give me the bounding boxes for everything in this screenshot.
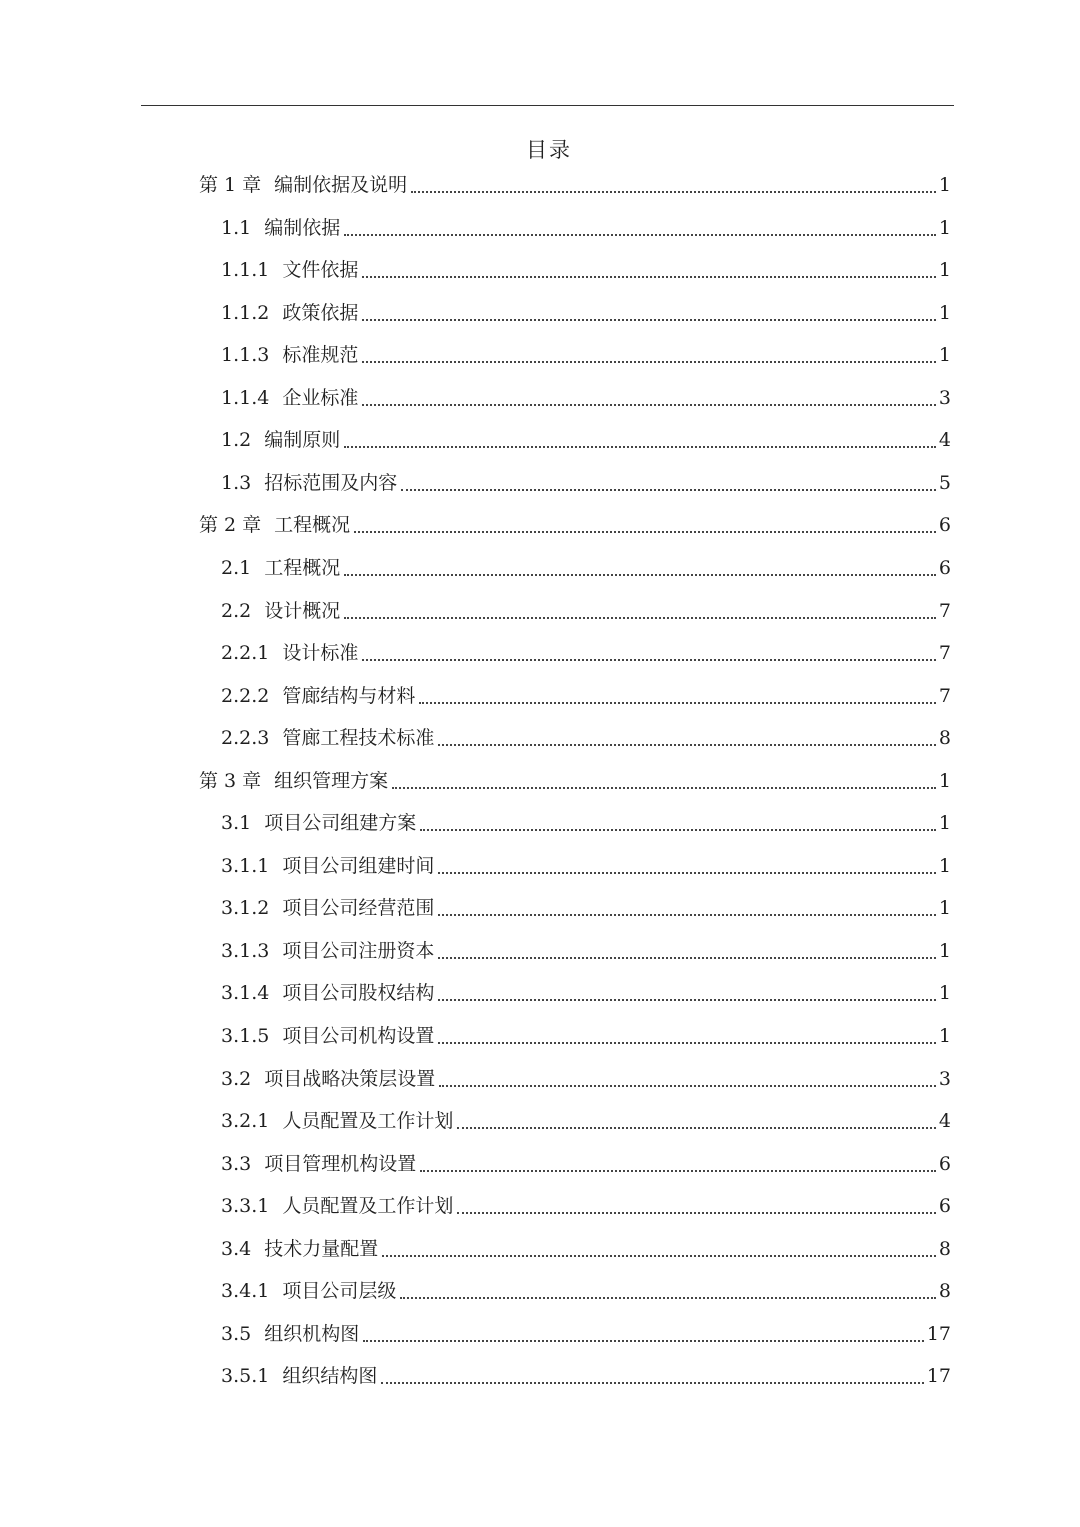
toc-entry-page-number: 3 [938, 1067, 951, 1090]
toc-entry-page-number: 7 [938, 642, 951, 665]
toc-entry[interactable] [221, 851, 951, 881]
toc-entry-number: 3.4 [221, 1237, 252, 1260]
toc-entry-page-number: 7 [938, 684, 951, 707]
toc-entry-number: 1.3 [221, 471, 252, 494]
toc-dot-leader [438, 914, 936, 916]
toc-entry-title: 编制依据及说明 [274, 174, 408, 196]
toc-entry-number: 3.1.1 [221, 854, 270, 877]
toc-dot-leader [438, 872, 936, 874]
toc-entry[interactable] [221, 1064, 951, 1094]
toc-entry[interactable] [221, 1276, 951, 1306]
toc-entry-number: 第 3 章 [199, 769, 262, 792]
toc-entry-page-number: 1 [938, 854, 951, 877]
toc-dot-leader [438, 744, 936, 746]
toc-entry[interactable] [199, 510, 951, 540]
toc-dot-leader [400, 1297, 936, 1299]
toc-entry-number: 3.1.4 [221, 982, 270, 1005]
toc-dot-leader [362, 276, 936, 278]
toc-entry-number: 2.2.1 [221, 642, 270, 665]
toc-entry-page-number: 1 [938, 769, 951, 792]
toc-entry[interactable] [221, 893, 951, 923]
toc-entry-page-number: 8 [938, 1280, 951, 1303]
toc-entry-title: 组织管理方案 [274, 769, 389, 792]
toc-entry-title: 招标范围及内容 [264, 471, 398, 494]
toc-entry-page-number: 1 [938, 259, 951, 282]
toc-entry[interactable] [199, 170, 951, 200]
toc-entry-title: 项目公司注册资本 [282, 939, 435, 962]
toc-entry-page-number: 1 [938, 939, 951, 962]
toc-entry-page-number: 8 [938, 727, 951, 750]
toc-dot-leader [344, 617, 936, 619]
toc-dot-leader [439, 1085, 936, 1087]
toc-entry[interactable] [199, 766, 951, 796]
toc-entry[interactable] [221, 255, 951, 285]
toc-entry-number: 3.1.5 [221, 1025, 270, 1047]
toc-entry-page-number: 4 [938, 429, 951, 452]
toc-dot-leader [344, 446, 936, 448]
toc-dot-leader [438, 1042, 936, 1044]
toc-dot-leader [457, 1212, 936, 1214]
toc-dot-leader [381, 1382, 923, 1384]
toc-dot-leader [344, 574, 936, 576]
toc-entry-number: 1.2 [221, 429, 252, 452]
toc-entry-number: 2.2 [221, 599, 252, 622]
toc-entry-number: 3.5 [221, 1322, 252, 1345]
toc-entry[interactable] [221, 638, 951, 668]
toc-entry-title: 项目公司经营范围 [282, 897, 435, 920]
toc-entry-title: 组织结构图 [282, 1365, 378, 1388]
toc-entry-number: 3.1.2 [221, 897, 270, 920]
toc-dot-leader [362, 361, 936, 363]
toc-dot-leader [362, 319, 936, 321]
toc-entry[interactable] [221, 1149, 951, 1179]
toc-entry-title: 技术力量配置 [264, 1237, 379, 1260]
toc-entry-number: 2.2.3 [221, 727, 270, 750]
toc-entry-title: 政策依据 [282, 301, 359, 324]
toc-entry[interactable] [221, 596, 951, 626]
toc-entry-number: 1.1.1 [221, 259, 270, 282]
toc-entry-number: 1.1.2 [221, 301, 270, 324]
toc-entry-title: 人员配置及工作计划 [282, 1195, 454, 1218]
toc-entry-number: 3.4.1 [221, 1280, 270, 1303]
toc-dot-leader [401, 489, 936, 491]
toc-entry-page-number: 1 [938, 301, 951, 324]
toc-entry-page-number: 6 [938, 556, 951, 579]
toc-entry-title: 项目公司股权结构 [282, 982, 435, 1005]
toc-entry[interactable] [221, 936, 951, 966]
toc-entry[interactable] [221, 723, 951, 753]
toc-entry-number: 1.1 [221, 216, 252, 239]
toc-dot-leader [392, 787, 936, 789]
toc-entry-title: 文件依据 [282, 259, 359, 282]
toc-entry-title: 项目公司机构设置 [282, 1025, 435, 1047]
toc-entry-page-number: 5 [938, 471, 951, 494]
toc-entry-page-number: 3 [938, 386, 951, 409]
toc-entry[interactable] [221, 425, 951, 455]
toc-entry-number: 3.1.3 [221, 939, 270, 962]
toc-entry-number: 第 1 章 [199, 174, 262, 196]
toc-entry-title: 项目战略决策层设置 [264, 1067, 436, 1090]
toc-entry[interactable] [221, 1234, 951, 1264]
toc-entry-title: 项目公司层级 [282, 1280, 397, 1303]
toc-entry-page-number: 17 [926, 1365, 951, 1388]
toc-entry[interactable] [221, 681, 951, 711]
toc-entry-title: 工程概况 [264, 556, 341, 579]
toc-entry-page-number: 1 [938, 344, 951, 367]
toc-entry-title: 项目管理机构设置 [264, 1152, 417, 1175]
toc-entry[interactable] [221, 213, 951, 243]
toc-entry[interactable] [221, 978, 951, 1008]
toc-entry-title: 工程概况 [274, 514, 351, 537]
toc-entry-page-number: 1 [938, 216, 951, 239]
toc-entry-title: 项目公司组建方案 [264, 812, 417, 835]
toc-entry-number: 3.2 [221, 1067, 252, 1090]
toc-entry-number: 1.1.3 [221, 344, 270, 367]
toc-dot-leader [411, 191, 936, 193]
toc-entry[interactable] [221, 298, 951, 328]
toc-dot-leader [354, 531, 936, 533]
toc-entry-number: 3.2.1 [221, 1110, 270, 1133]
toc-entry-title: 标准规范 [282, 344, 359, 367]
toc-entry[interactable] [221, 1361, 951, 1391]
toc-entry-number: 1.1.4 [221, 386, 270, 409]
toc-entry[interactable] [221, 553, 951, 583]
toc-entry-page-number: 17 [926, 1322, 951, 1345]
toc-entry-title: 管廊工程技术标准 [282, 727, 435, 750]
toc-entry[interactable] [221, 1106, 951, 1136]
toc-entry-number: 3.3.1 [221, 1195, 270, 1218]
toc-entry[interactable] [221, 808, 951, 838]
toc-entry-number: 2.2.2 [221, 684, 270, 707]
toc-entry-title: 编制原则 [264, 429, 341, 452]
toc-entry-title: 企业标准 [282, 386, 359, 409]
toc-dot-leader [344, 234, 936, 236]
toc-entry-title: 编制依据 [264, 216, 341, 239]
toc-dot-leader [420, 829, 936, 831]
toc-dot-leader [457, 1127, 936, 1129]
toc-entry-page-number: 6 [938, 514, 951, 537]
toc-entry-number: 3.3 [221, 1152, 252, 1175]
toc-entry-title: 人员配置及工作计划 [282, 1110, 454, 1133]
toc-entry-page-number: 1 [938, 1025, 951, 1047]
toc-entry-title: 设计概况 [264, 599, 341, 622]
toc-entry[interactable] [221, 340, 951, 370]
toc-entry-page-number: 1 [938, 897, 951, 920]
toc-entry-page-number: 6 [938, 1152, 951, 1175]
toc-entry-number: 3.1 [221, 812, 252, 835]
toc-dot-leader [438, 957, 936, 959]
toc-entry-page-number: 1 [938, 982, 951, 1005]
toc-entry[interactable] [221, 468, 951, 498]
toc-entry-title: 设计标准 [282, 642, 359, 665]
toc-entry[interactable] [221, 383, 951, 413]
toc-entry-page-number: 1 [938, 174, 951, 196]
toc-entry-title: 组织机构图 [264, 1322, 360, 1345]
toc-entry-page-number: 6 [938, 1195, 951, 1218]
toc-dot-leader [419, 702, 936, 704]
toc-entry-number: 3.5.1 [221, 1365, 270, 1388]
toc-entry-title: 管廊结构与材料 [282, 684, 416, 707]
toc-entry[interactable] [221, 1191, 951, 1221]
header-rule [141, 105, 954, 106]
toc-dot-leader [382, 1255, 936, 1257]
toc-entry[interactable] [221, 1021, 951, 1051]
toc-entry-page-number: 1 [938, 812, 951, 835]
toc-entry-page-number: 7 [938, 599, 951, 622]
toc-entry[interactable] [221, 1319, 951, 1349]
toc-entry-number: 第 2 章 [199, 514, 262, 537]
toc-dot-leader [420, 1170, 936, 1172]
toc-dot-leader [362, 404, 936, 406]
toc-dot-leader [438, 999, 936, 1001]
toc-dot-leader [362, 659, 936, 661]
toc-entry-number: 2.1 [221, 556, 252, 579]
toc-entry-title: 项目公司组建时间 [282, 854, 435, 877]
toc-dot-leader [363, 1340, 924, 1342]
toc-entry-page-number: 8 [938, 1237, 951, 1260]
toc-entry-page-number: 4 [938, 1110, 951, 1133]
toc-title: 目录 [526, 138, 572, 162]
